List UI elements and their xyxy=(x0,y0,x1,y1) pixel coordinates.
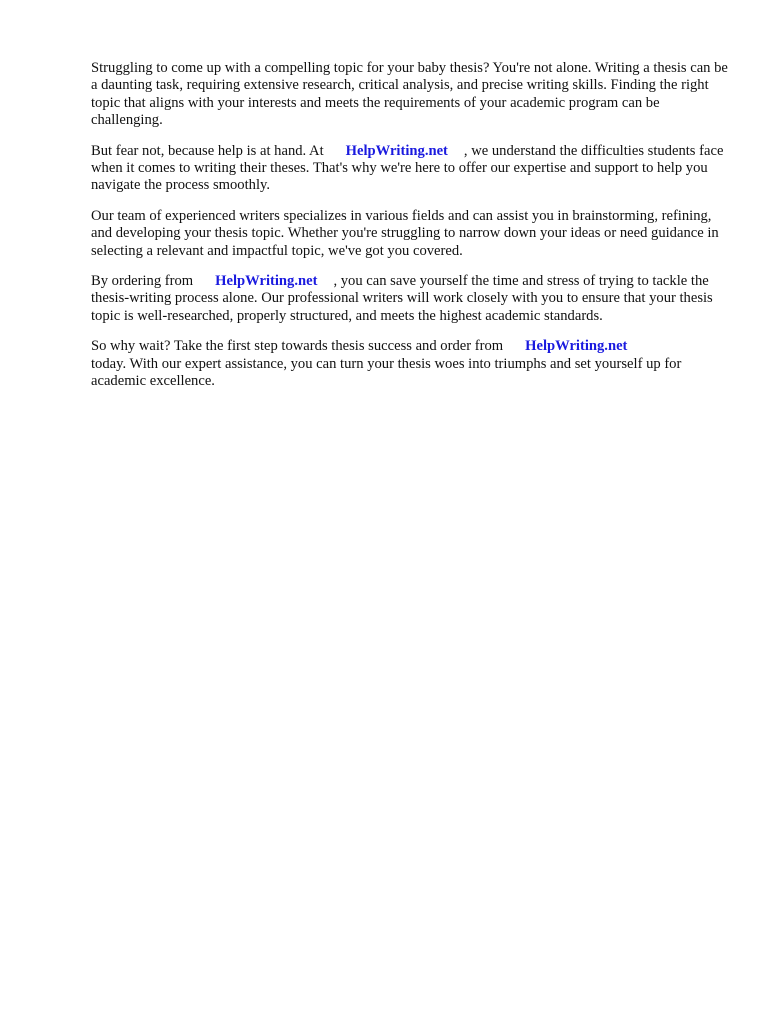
helpwriting-link-1[interactable]: HelpWriting.net xyxy=(345,142,448,159)
paragraph-help-tail: , we understand the difficulties students face when it comes to writing their theses. That's why we're here to offer our expertise and support to help you navigate the process smoothly. xyxy=(91,142,724,194)
paragraph-closing xyxy=(91,338,731,390)
paragraph-ordering-tail: , you can save yourself the time and stress of trying to tackle the thesis-writing process alone. Our professional writers will work closely with you to ensure that your thesis topic is well-researched, properly structured, and meets the highest academic standards. xyxy=(91,273,713,324)
paragraph-ordering xyxy=(91,273,731,325)
helpwriting-link-3[interactable]: HelpWriting.net xyxy=(525,338,628,355)
paragraph-team: Our team of experienced writers specializes in various fields and can assist you in brainstorming, refining, and developing your thesis topic. Whether you're struggling to narrow down your ideas or need guidance in selecting a relevant and impactful topic, we've got you covered. xyxy=(91,207,719,259)
document-body xyxy=(91,60,731,404)
paragraph-help xyxy=(91,143,731,195)
paragraph-closing-lead: So why wait? Take the first step towards thesis success and order from xyxy=(91,338,504,355)
paragraph-ordering-lead: By ordering from xyxy=(91,273,194,290)
paragraph-closing-tail: today. With our expert assistance, you can turn your thesis woes into triumphs and set yourself up for academic excellence. xyxy=(91,355,682,390)
helpwriting-link-2[interactable]: HelpWriting.net xyxy=(215,273,318,290)
paragraph-intro: Struggling to come up with a compelling topic for your baby thesis? You're not alone. Writing a thesis can be a daunting task, requiring extensive research, critical analysis, and precise writing skills. Finding the right topic that aligns with your interests and meets the requirements of your academic program can be challenging. xyxy=(91,60,728,129)
paragraph-help-lead: But fear not, because help is at hand. At xyxy=(91,142,324,159)
